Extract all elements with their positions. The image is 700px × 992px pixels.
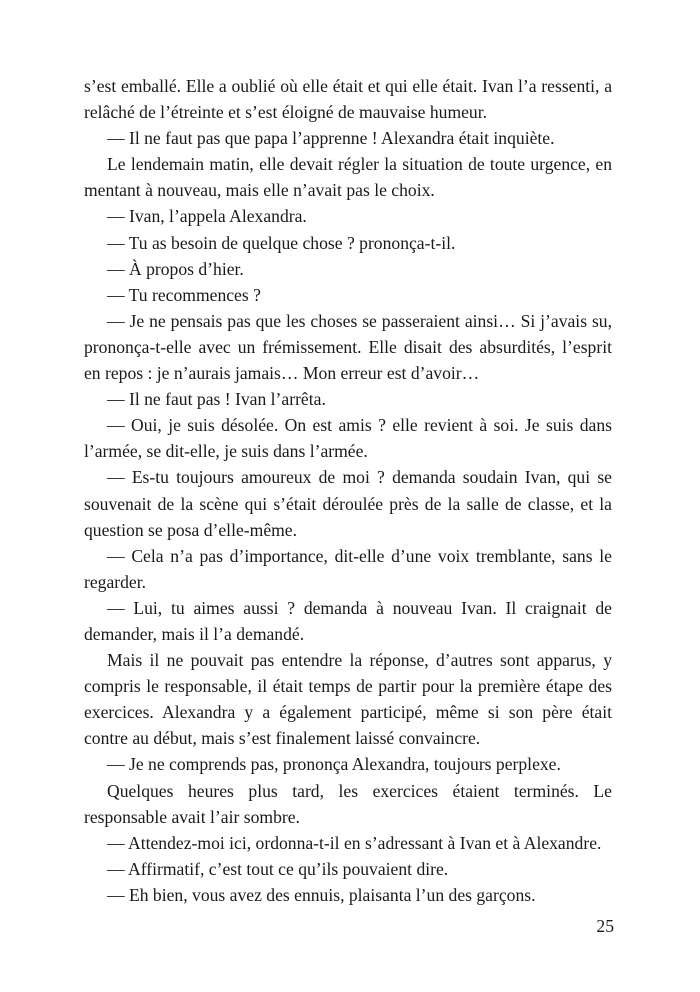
paragraph: Le lendemain matin, elle devait régler la situation de toute urgence, en mentant à nouveau, mais elle n’avait pas le choix.	[84, 154, 612, 201]
paragraph: — Es-tu toujours amoureux de moi ? demanda soudain Ivan, qui se souvenait de la scène qui s’était déroulée près de la salle de classe, et la question se posa d’elle-même.	[84, 467, 612, 540]
paragraph: — Tu as besoin de quelque chose ? prononça-t-il.	[107, 232, 456, 253]
paragraph: — Tu recommences ?	[107, 284, 261, 305]
paragraph: Mais il ne pouvait pas entendre la réponse, d’autres sont apparus, y compris le responsable, il était temps de partir pour la première étape des exercices. Alexandra y a également participé, même si son père était contre au début, mais s’est finalement laissé convaincre.	[84, 650, 612, 749]
paragraph: — Je ne pensais pas que les choses se passeraient ainsi… Si j’avais su, prononça-t-elle avec un frémissement. Elle disait des absurdités, l’esprit en repos : je n’aurais jamais… Mon erreur est d’avoir…	[84, 310, 612, 384]
paragraph: s’est emballé. Elle a oublié où elle était et qui elle était. Ivan l’a ressenti, a relâché de l’étreinte et s’est éloigné de mauvaise humeur.	[84, 76, 612, 123]
paragraph: — Il ne faut pas ! Ivan l’arrêta.	[107, 389, 326, 410]
paragraph: — Attendez-moi ici, ordonna-t-il en s’adressant à Ivan et à Alexandre.	[107, 832, 602, 853]
paragraph: — Ivan, l’appela Alexandra.	[107, 206, 307, 227]
paragraph: — Il ne faut pas que papa l’apprenne ! Alexandra était inquiète.	[107, 128, 555, 149]
paragraph: — Lui, tu aimes aussi ? demanda à nouveau Ivan. Il craignait de demander, mais il l’a demandé.	[84, 597, 612, 644]
paragraph: — Affirmatif, c’est tout ce qu’ils pouvaient dire.	[107, 858, 449, 879]
paragraph: — Oui, je suis désolée. On est amis ? elle revient à soi. Je suis dans l’armée, se dit-elle, je suis dans l’armée.	[84, 415, 612, 462]
paragraph: — Eh bien, vous avez des ennuis, plaisanta l’un des garçons.	[107, 884, 536, 905]
paragraph: — Je ne comprends pas, prononça Alexandra, toujours perplexe.	[107, 754, 561, 775]
paragraph: Quelques heures plus tard, les exercices étaient terminés. Le responsable avait l’air sombre.	[84, 780, 612, 827]
paragraph: — Cela n’a pas d’importance, dit-elle d’une voix tremblante, sans le regarder.	[84, 545, 612, 592]
page-number: 25	[596, 916, 614, 936]
body-text	[84, 73, 612, 908]
paragraph: — À propos d’hier.	[107, 258, 244, 279]
